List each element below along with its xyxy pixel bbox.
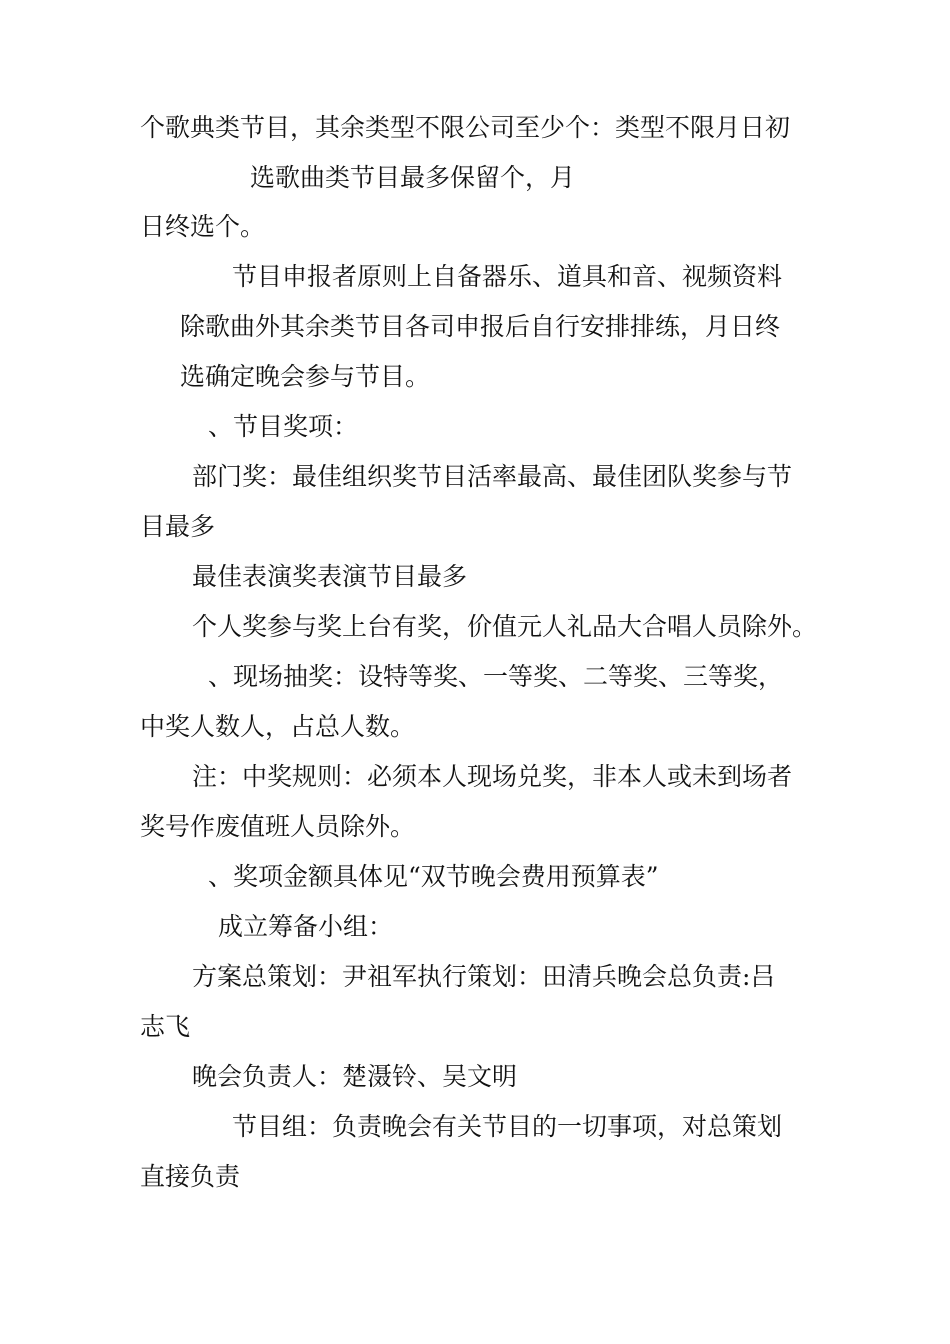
text-line: 晚会负责人：楚滠铃、吴文明	[192, 1062, 518, 1091]
section-heading: 、节目奖项：	[208, 412, 359, 441]
text-line: 目最多	[140, 512, 216, 541]
text-line: 、奖项金额具体见“双节晚会费用预算表”	[208, 862, 659, 891]
text-line: 方案总策划：尹祖军执行策划：田清兵晚会总负责:吕	[192, 962, 776, 991]
text-line: 个人奖参与奖上台有奖，价值元人礼品大合唱人员除外。	[192, 612, 818, 641]
text-line: 选确定晚会参与节目。	[180, 362, 431, 391]
text-line: 节目组：负责晚会有关节目的一切事项，对总策划	[232, 1112, 783, 1141]
text-line: 节目申报者原则上自备器乐、道具和音、视频资料	[232, 262, 783, 291]
text-line: 个歌典类节目，其余类型不限公司至少个：类型不限月日初	[140, 113, 791, 142]
text-line: 直接负责	[140, 1162, 241, 1191]
text-line: 最佳表演奖表演节目最多	[192, 562, 468, 591]
section-heading: 成立筹备小组：	[218, 912, 394, 941]
text-line: 除歌曲外其余类节目各司申报后自行安排排练，月日终	[180, 312, 781, 341]
text-line: 奖号作废值班人员除外。	[140, 812, 416, 841]
text-line: 部门奖：最佳组织奖节目活率最高、最佳团队奖参与节	[192, 462, 793, 491]
text-line: 、现场抽奖：设特等奖、一等奖、二等奖、三等奖，	[208, 662, 784, 691]
text-line: 注：中奖规则：必须本人现场兑奖，非本人或未到场者	[192, 762, 793, 791]
text-line: 选歌曲类节目最多保留个，月	[250, 163, 576, 192]
text-line: 日终选个。	[140, 212, 266, 241]
text-line: 志飞	[140, 1012, 191, 1041]
text-line: 中奖人数人，占总人数。	[140, 712, 416, 741]
